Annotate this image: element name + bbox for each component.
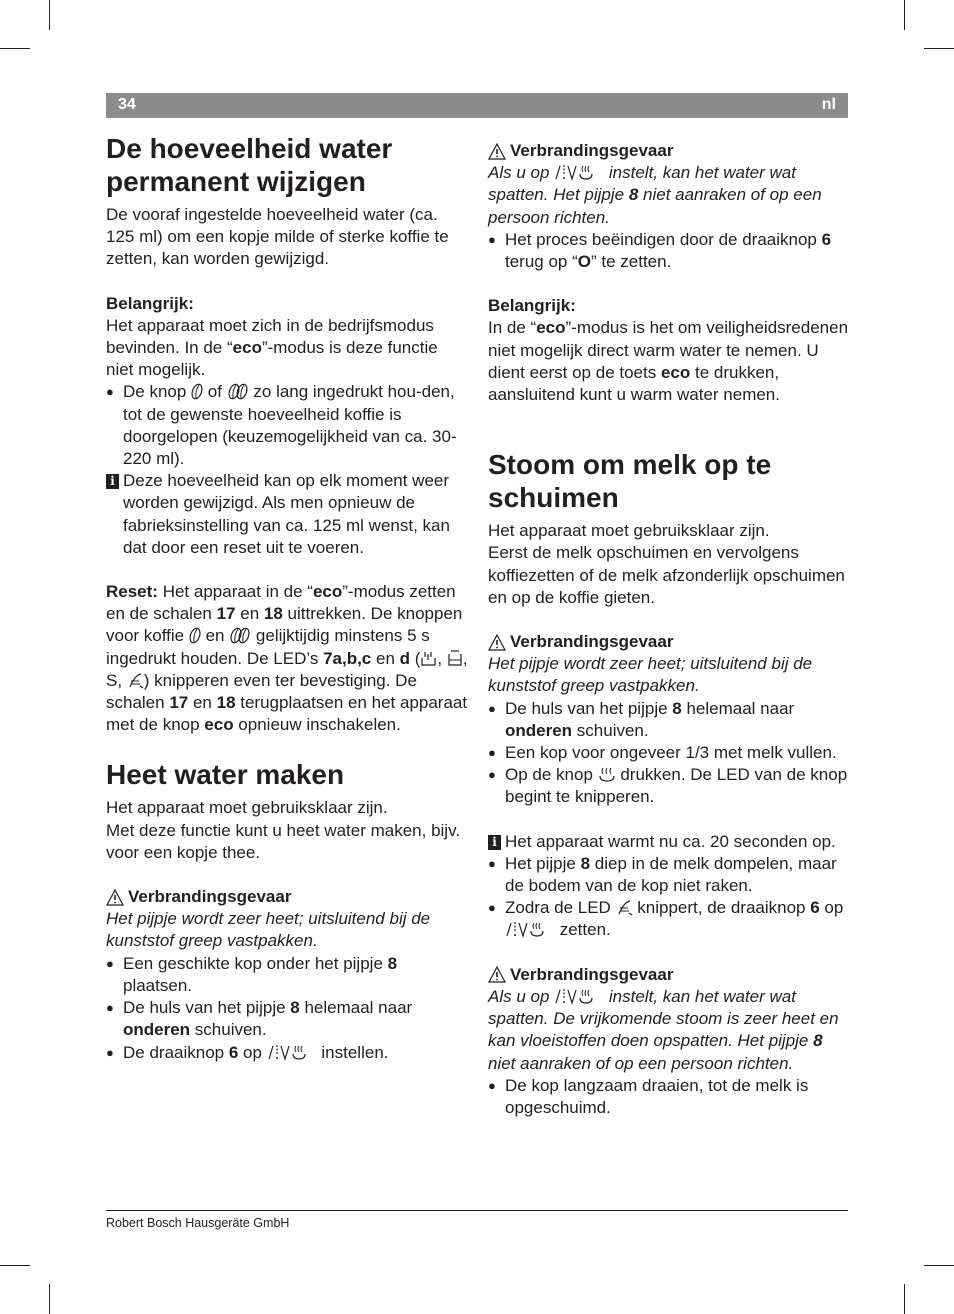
list-item: ● De knop of zo lang ingedrukt hou-den, tot de gewenste hoeveelheid koffie is doorgelopen (keuzemogelijkheid van ca. 30-220 ml). <box>106 381 468 470</box>
list-item: ● Een kop voor ongeveer 1/3 met melk vullen. <box>488 742 850 764</box>
warning-text: Het pijpje wordt zeer heet; uitsluitend bij de kunststof greep vastpakken. <box>488 654 813 696</box>
list-item: ● Het proces beëindigen door de draaiknop 6 terug op “O” te zetten. <box>488 229 850 273</box>
important-label: Belangrijk: <box>488 296 576 316</box>
hot-water-steam-setting-icon <box>554 988 604 1005</box>
footer-divider <box>106 1210 848 1211</box>
list-item: ● De huls van het pijpje 8 helemaal naar onderen schuiven. <box>106 997 468 1041</box>
list-item: ● Een geschikte kop onder het pijpje 8 plaatsen. <box>106 953 468 997</box>
crop-mark <box>49 0 50 30</box>
warning-heading: Verbrandingsgevaar <box>488 140 850 162</box>
paragraph: Het apparaat moet gebruiksklaar zijn. <box>488 521 770 541</box>
paragraph: De vooraf ingestelde hoeveelheid water (ca. 125 ml) om een kopje milde of sterke koffie te zetten, kan worden gewijzigd. <box>106 205 449 269</box>
mild-coffee-icon <box>191 383 203 400</box>
info-icon: i <box>488 835 501 850</box>
warning-text: Het pijpje wordt zeer heet; uitsluitend bij de kunststof greep vastpakken. <box>106 909 431 951</box>
steam-led-icon <box>616 899 633 916</box>
section-title-milk-froth: Stoom om melk op te schuimen <box>488 449 772 514</box>
crop-mark <box>0 48 30 49</box>
section-title-hot-water: Heet water maken <box>106 759 345 791</box>
language-code: nl <box>821 96 836 113</box>
list-item: ● Op de knop drukken. De LED van de knop begint te knipperen. <box>488 764 850 808</box>
list-item: ● De kop langzaam draaien, tot de melk is opgeschuimd. <box>488 1075 850 1119</box>
crop-mark <box>904 0 905 30</box>
strong-coffee-icon <box>227 383 249 400</box>
right-column <box>488 140 850 1119</box>
reset-paragraph: Reset: Het apparaat in de “eco”-modus zetten en de schalen 17 en 18 uittrekken. De knoppen voor koffie en gelijktijdig minstens 5 s ingedrukt houden. De LED’s 7a,b,c en d ( , , S, ) knipperen even ter bevestiging. De schalen 17 en 18 terugplaatsen en het apparaat met de knop eco opnieuw inschakelen. <box>106 582 468 735</box>
paragraph: Het apparaat moet zich in de bedrijfsmodus bevinden. In de “eco”-modus is deze functie niet mogelijk. <box>106 315 438 380</box>
info-icon: i <box>106 474 119 489</box>
crop-mark <box>904 1284 905 1314</box>
paragraph: In de “eco”-modus is het om veiligheidsredenen niet mogelijk direct warm water te nemen. U dient eerst op de toets eco te drukken, aansluitend kunt u warm water nemen. <box>488 318 849 405</box>
crop-mark <box>924 48 954 49</box>
warning-text: Als u op instelt, kan het water wat spatten. Het pijpje 8 niet aanraken of op een persoon richten. <box>488 163 822 227</box>
warning-heading: Verbrandingsgevaar <box>488 631 850 653</box>
important-label: Belangrijk: <box>106 293 194 313</box>
page-header-bar <box>106 93 848 118</box>
list-item: ● Zodra de LED knippert, de draaiknop 6 op zetten. <box>488 897 850 941</box>
crop-mark <box>924 1265 954 1266</box>
paragraph: Met deze functie kunt u heet water maken, bijv. voor een kopje thee. <box>106 820 461 862</box>
crop-mark <box>0 1265 30 1266</box>
warning-text: Als u op instelt, kan het water wat spatten. De vrijkomende stoom is zeer heet en kan vloeistoffen doen opspatten. Het pijpje 8 niet aanraken of op een persoon richten. <box>488 986 839 1073</box>
water-tank-icon <box>447 650 463 667</box>
warning-heading: Verbrandingsgevaar <box>106 886 468 908</box>
warning-heading: Verbrandingsgevaar <box>488 964 850 986</box>
page-number: 34 <box>118 96 136 113</box>
list-item: ● Het pijpje 8 diep in de melk dompelen, maar de bodem van de kop niet raken. <box>488 853 850 897</box>
descale-icon <box>420 650 437 667</box>
section-title-water-amount: De hoeveelheid water permanent wijzigen <box>106 133 393 197</box>
left-column <box>106 132 468 1064</box>
info-note: i Het apparaat warmt nu ca. 20 seconden op. <box>488 831 850 853</box>
paragraph: Eerst de melk opschuimen en vervolgens koffiezetten of de melk afzonderlijk opschuimen en op de koffie gieten. <box>488 543 845 607</box>
warning-triangle-icon <box>488 634 506 651</box>
steam-button-icon <box>598 766 616 783</box>
list-item: ● De draaiknop 6 op instellen. <box>106 1042 468 1064</box>
warning-triangle-icon <box>106 889 124 906</box>
strong-coffee-icon <box>229 627 251 644</box>
paragraph: Het apparaat moet gebruiksklaar zijn. <box>106 798 388 818</box>
steam-icon <box>127 672 144 689</box>
warning-triangle-icon <box>488 966 506 983</box>
mild-coffee-icon <box>189 627 201 644</box>
hot-water-steam-setting-icon <box>267 1044 317 1061</box>
hot-water-steam-setting-icon <box>554 164 604 181</box>
hot-water-steam-setting-icon <box>505 921 555 938</box>
info-note: i Deze hoeveelheid kan op elk moment weer worden gewijzigd. Als men opnieuw de fabrieksinstelling van ca. 125 ml wenst, kan dat door een reset uit te voeren. <box>106 470 468 559</box>
warning-triangle-icon <box>488 143 506 160</box>
footer-company: Robert Bosch Hausgeräte GmbH <box>106 1216 290 1230</box>
list-item: ● De huls van het pijpje 8 helemaal naar onderen schuiven. <box>488 698 850 742</box>
crop-mark <box>49 1284 50 1314</box>
